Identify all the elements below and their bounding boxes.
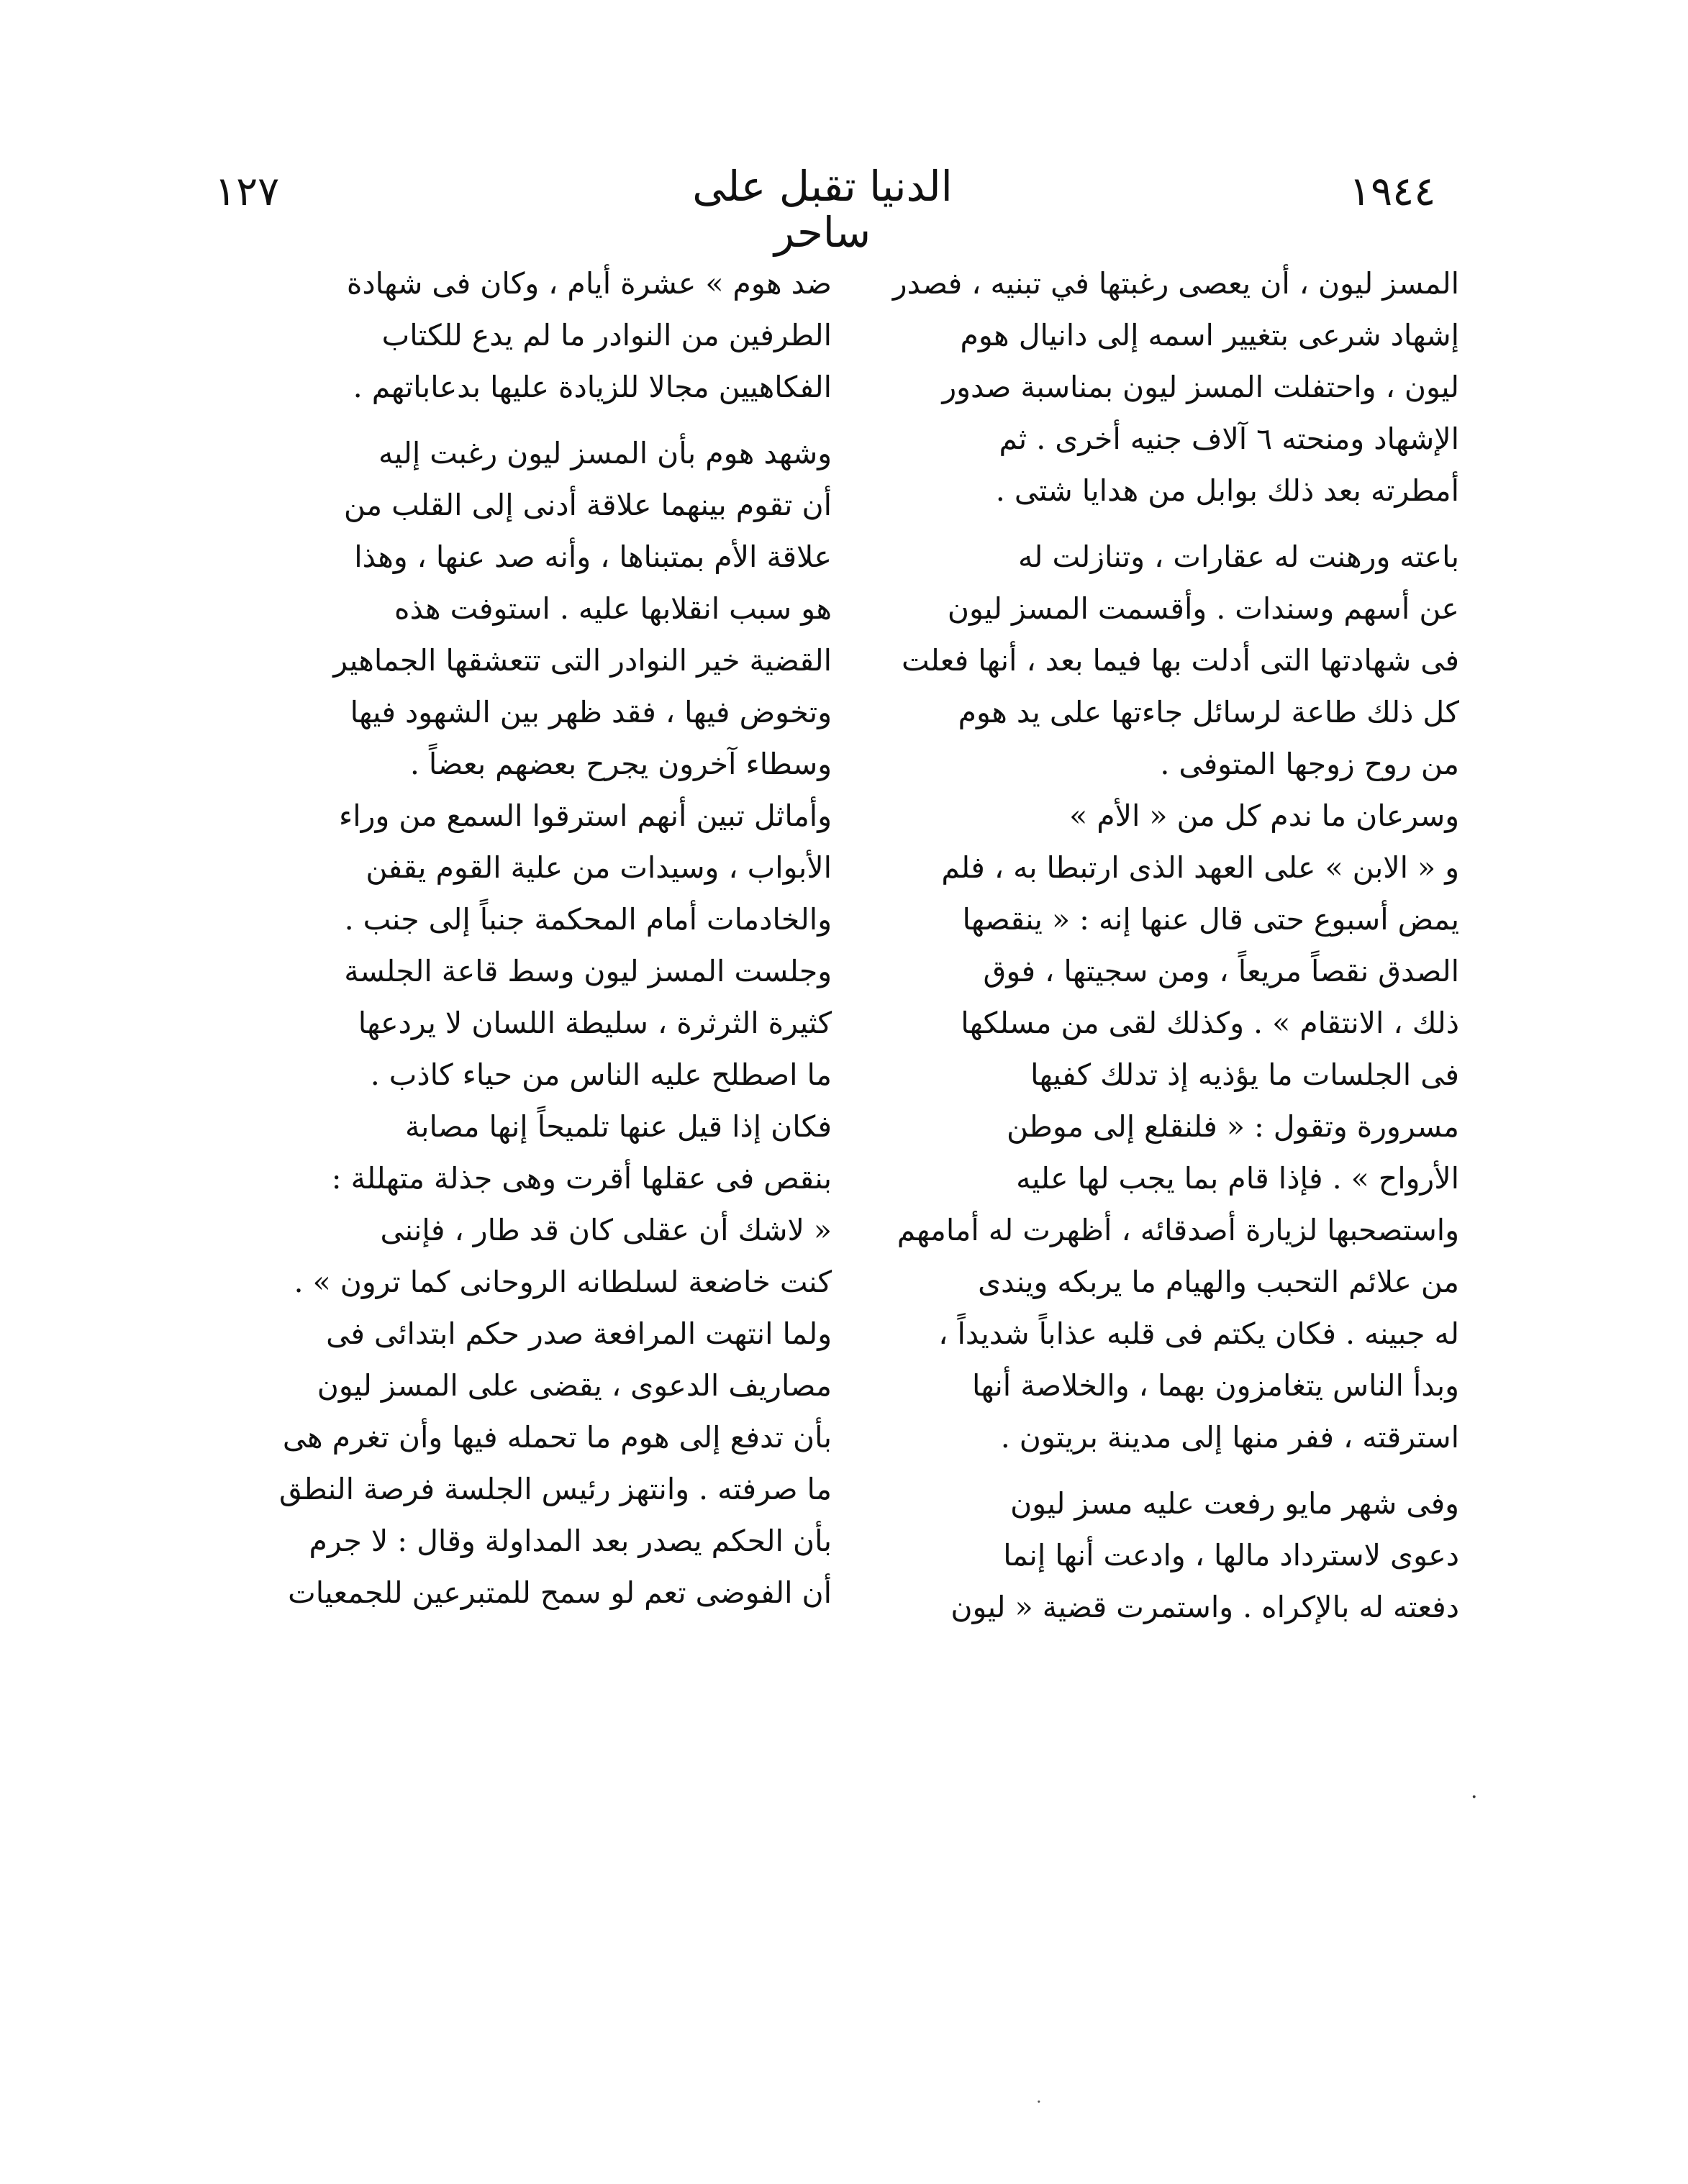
text-line: علاقة الأم بمتبناها ، وأنه صد عنها ، وهذا <box>354 540 832 574</box>
text-line: ليون ، واحتفلت المسز ليون بمناسبة صدور <box>942 370 1459 404</box>
text-line: دفعته له بالإكراه . واستمرت قضية « ليون <box>950 1590 1459 1624</box>
text-line: و « الابن » على العهد الذى ارتبطا به ، فلم <box>941 850 1459 885</box>
text-line: بأن الحكم يصدر بعد المداولة وقال : لا جرم <box>309 1524 832 1558</box>
text-line: الأرواح » . فإذا قام بما يجب لها عليه <box>1016 1161 1459 1196</box>
text-line: القضية خير النوادر التى تتعشقها الجماهير <box>333 643 832 678</box>
text-line: من علائم التحبب والهيام ما يربكه ويندى <box>978 1265 1459 1299</box>
text-line: الفكاهيين مجالا للزيادة عليها بدعاباتهم . <box>353 370 832 404</box>
text-line: أن تقوم بينهما علاقة أدنى إلى القلب من <box>343 488 832 522</box>
text-line: كثيرة الثرثرة ، سليطة اللسان لا يردعها <box>358 1006 832 1040</box>
paragraph-gap <box>849 1463 1459 1478</box>
text-line: ولما انتهت المرافعة صدر حكم ابتدائى فى <box>326 1316 832 1351</box>
text-line: « لاشك أن عقلى كان قد طار ، فإننى <box>380 1213 832 1247</box>
text-line: ما صرفته . وانتهز رئيس الجلسة فرصة النطق <box>278 1472 832 1506</box>
text-line: ضد هوم » عشرة أيام ، وكان فى شهادة <box>346 266 832 301</box>
running-header <box>0 155 1688 257</box>
text-line: عن أسهم وسندات . وأقسمت المسز ليون <box>947 591 1459 626</box>
text-line: الصدق نقصاً مريعاً ، ومن سجيتها ، فوق <box>983 954 1459 988</box>
page-number: ١٢٧ <box>214 168 280 215</box>
paragraph-gap <box>219 413 832 427</box>
text-line: كنت خاضعة لسلطانه الروحانى كما ترون » . <box>294 1265 832 1299</box>
text-line: باعته ورهنت له عقارات ، وتنازلت له <box>1017 540 1459 574</box>
text-line: وسطاء آخرون يجرح بعضهم بعضاً . <box>409 747 832 781</box>
right-column <box>849 258 1459 1633</box>
text-line: فى شهادتها التى أدلت بها فيما بعد ، أنها فعلت <box>901 643 1459 678</box>
left-column <box>219 258 832 1619</box>
text-line: كل ذلك طاعة لرسائل جاءتها على يد هوم <box>958 695 1459 729</box>
margin-mark: · <box>1471 1785 1478 1810</box>
text-line: من روح زوجها المتوفى . <box>1160 747 1459 781</box>
text-line: بنقص فى عقلها أقرت وهى جذلة متهللة : <box>331 1161 832 1196</box>
text-line: إشهاد شرعى بتغيير اسمه إلى دانيال هوم <box>960 318 1459 352</box>
text-line: واستصحبها لزيارة أصدقائه ، أظهرت له أمامهم <box>897 1213 1459 1247</box>
text-line: ذلك ، الانتقام » . وكذلك لقى من مسلكها <box>961 1006 1459 1040</box>
header-title: الدنيا تقبل على ساحر <box>692 162 953 257</box>
text-line: وأماثل تبين أنهم استرقوا السمع من وراء <box>339 798 832 833</box>
header-year: ١٩٤٤ <box>1349 168 1436 215</box>
text-line: هو سبب انقلابها عليه . استوفت هذه <box>394 591 832 626</box>
text-line: الأبواب ، وسيدات من علية القوم يقفن <box>366 850 832 885</box>
text-line: مسرورة وتقول : « فلنقلع إلى موطن <box>1007 1109 1459 1144</box>
text-line: بأن تدفع إلى هوم ما تحمله فيها وأن تغرم هى <box>282 1420 832 1455</box>
text-line: وتخوض فيها ، فقد ظهر بين الشهود فيها <box>350 695 832 729</box>
text-line: فى الجلسات ما يؤذيه إذ تدلك كفيها <box>1030 1057 1459 1092</box>
text-line: وشهد هوم بأن المسز ليون رغبت إليه <box>378 436 832 470</box>
paragraph-gap <box>849 517 1459 531</box>
print-speck: · <box>1036 2092 1042 2112</box>
text-line: أمطرته بعد ذلك بوابل من هدايا شتى . <box>995 473 1459 508</box>
text-line: أن الفوضى تعم لو سمح للمتبرعين للجمعيات <box>288 1575 832 1610</box>
text-line: الإشهاد ومنحته ٦ آلاف جنيه أخرى . ثم <box>999 422 1459 456</box>
text-line: استرقته ، ففر منها إلى مدينة بريتون . <box>1000 1420 1459 1455</box>
text-line: وبدأ الناس يتغامزون بهما ، والخلاصة أنها <box>971 1368 1459 1403</box>
text-line: ما اصطلح عليه الناس من حياء كاذب . <box>370 1057 832 1092</box>
text-line: دعوى لاسترداد مالها ، وادعت أنها إنما <box>1003 1538 1459 1573</box>
text-line: المسز ليون ، أن يعصى رغبتها في تبنيه ، فصدر <box>892 266 1459 301</box>
text-line: له جبينه . فكان يكتم فى قلبه عذاباً شديداً ، <box>938 1316 1459 1351</box>
text-line: وجلست المسز ليون وسط قاعة الجلسة <box>344 954 832 988</box>
text-line: يمض أسبوع حتى قال عنها إنه : « ينقصها <box>962 902 1459 937</box>
text-line: الطرفين من النوادر ما لم يدع للكتاب <box>381 318 832 352</box>
text-line: مصاريف الدعوى ، يقضى على المسز ليون <box>317 1368 832 1403</box>
text-line: والخادمات أمام المحكمة جنباً إلى جنب . <box>344 902 832 937</box>
text-line: وسرعان ما ندم كل من « الأم » <box>1069 798 1459 833</box>
text-line: فكان إذا قيل عنها تلميحاً إنها مصابة <box>405 1109 832 1144</box>
text-line: وفى شهر مايو رفعت عليه مسز ليون <box>1010 1486 1459 1521</box>
